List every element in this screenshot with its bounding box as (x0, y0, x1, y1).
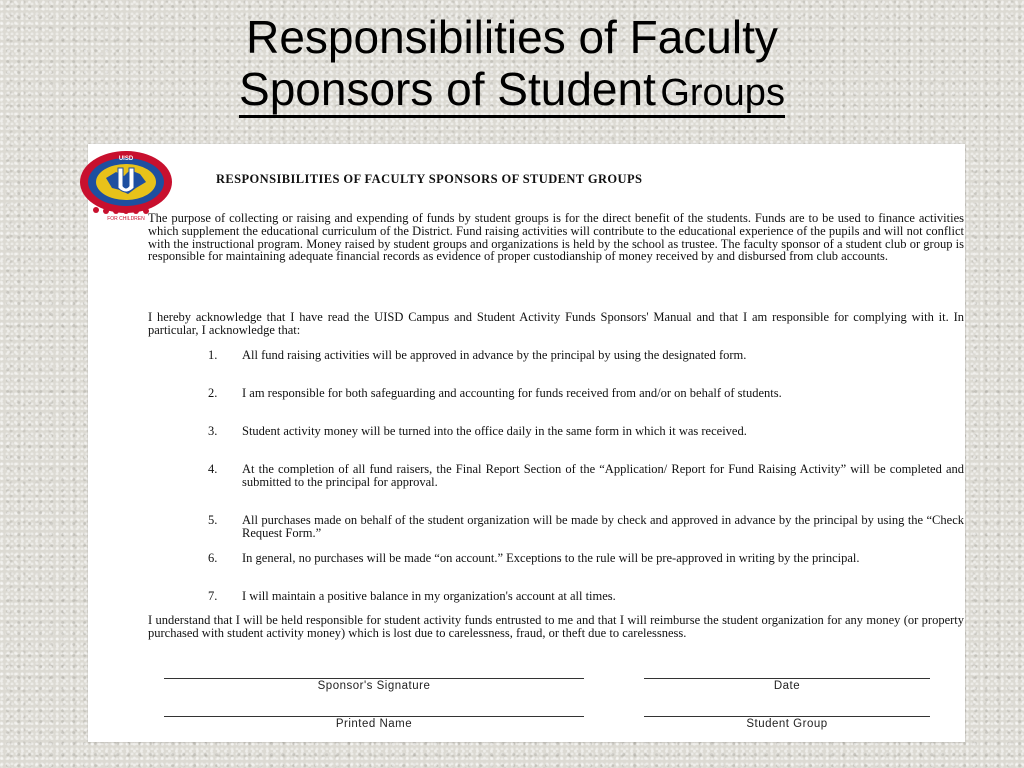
printed-name-line (164, 716, 584, 717)
list-item-text: I am responsible for both safeguarding and accounting for funds received from and/or on behalf of students. (242, 386, 782, 400)
document-heading: RESPONSIBILITIES OF FACULTY SPONSORS OF STUDENT GROUPS (216, 172, 643, 186)
svg-text:UISD: UISD (118, 156, 134, 162)
list-item-text: At the completion of all fund raisers, the Final Report Section of the “Application/ Report for Fund Raising Activity” will be completed and submitted to the principal for approval. (242, 462, 964, 489)
date-line (644, 678, 930, 679)
svg-text:FOR CHILDREN: FOR CHILDREN (107, 216, 145, 222)
title-line-2 (239, 64, 785, 119)
list-item-text: I will maintain a positive balance in my organization's account at all times. (242, 589, 616, 603)
scanned-document (88, 144, 965, 742)
list-item-number: 5. (208, 513, 218, 527)
printed-name-label: Printed Name (335, 718, 413, 730)
sponsor-signature-label: Sponsor's Signature (317, 680, 431, 692)
list-item-number: 3. (208, 424, 218, 438)
title-line-1: Responsibilities of Faculty (246, 11, 778, 63)
list-item-number: 7. (208, 589, 218, 603)
list-item-number: 4. (208, 462, 218, 476)
liability-paragraph: I understand that I will be held responsible for student activity funds entrusted to me and that I will reimburse the student organization for any money (or property purchased with student activity money) which is lost due to carelessness, fraud, or theft due to carelessness. (148, 613, 964, 640)
list-item-text: All purchases made on behalf of the student organization will be made by check and approved in advance by the principal by using the “Check Request Form.” (242, 513, 964, 540)
list-item-text: Student activity money will be turned into the office daily in the same form in which it was received. (242, 424, 747, 438)
sponsor-signature-line (164, 678, 584, 679)
student-group-label: Student Group (746, 718, 828, 730)
acknowledgement-paragraph: I hereby acknowledge that I have read the UISD Campus and Student Activity Funds Sponsors' Manual and that I am responsible for complying with it. In particular, I acknowledge that: (148, 310, 964, 337)
list-item-number: 6. (208, 551, 218, 565)
list-item-number: 2. (208, 386, 218, 400)
title-line-2-main: Sponsors of Student (239, 62, 656, 115)
student-group-line (644, 716, 930, 717)
slide-title (0, 12, 1024, 118)
title-line-2-small: Groups (660, 71, 785, 114)
date-label: Date (773, 680, 801, 692)
list-item-number: 1. (208, 348, 218, 362)
list-item-text: In general, no purchases will be made “on account.” Exceptions to the rule will be pre-approved in writing by the principal. (242, 551, 860, 565)
list-item-text: All fund raising activities will be approved in advance by the principal by using the designated form. (242, 348, 747, 362)
purpose-paragraph: The purpose of collecting or raising and expending of funds by student groups is for the direct benefit of the students. Funds are to be used to finance activities which supplement the educational curriculum of the District. Fund raising activities will contribute to the educational experience of the pupils and will not conflict with the instructional program. Money raised by student groups and organizations is held by the school as trustee. The faculty sponsor of a student club or group is responsible for maintaining adequate financial records as evidence of proper custodianship of money received by and disbursed from club accounts. (148, 211, 964, 264)
